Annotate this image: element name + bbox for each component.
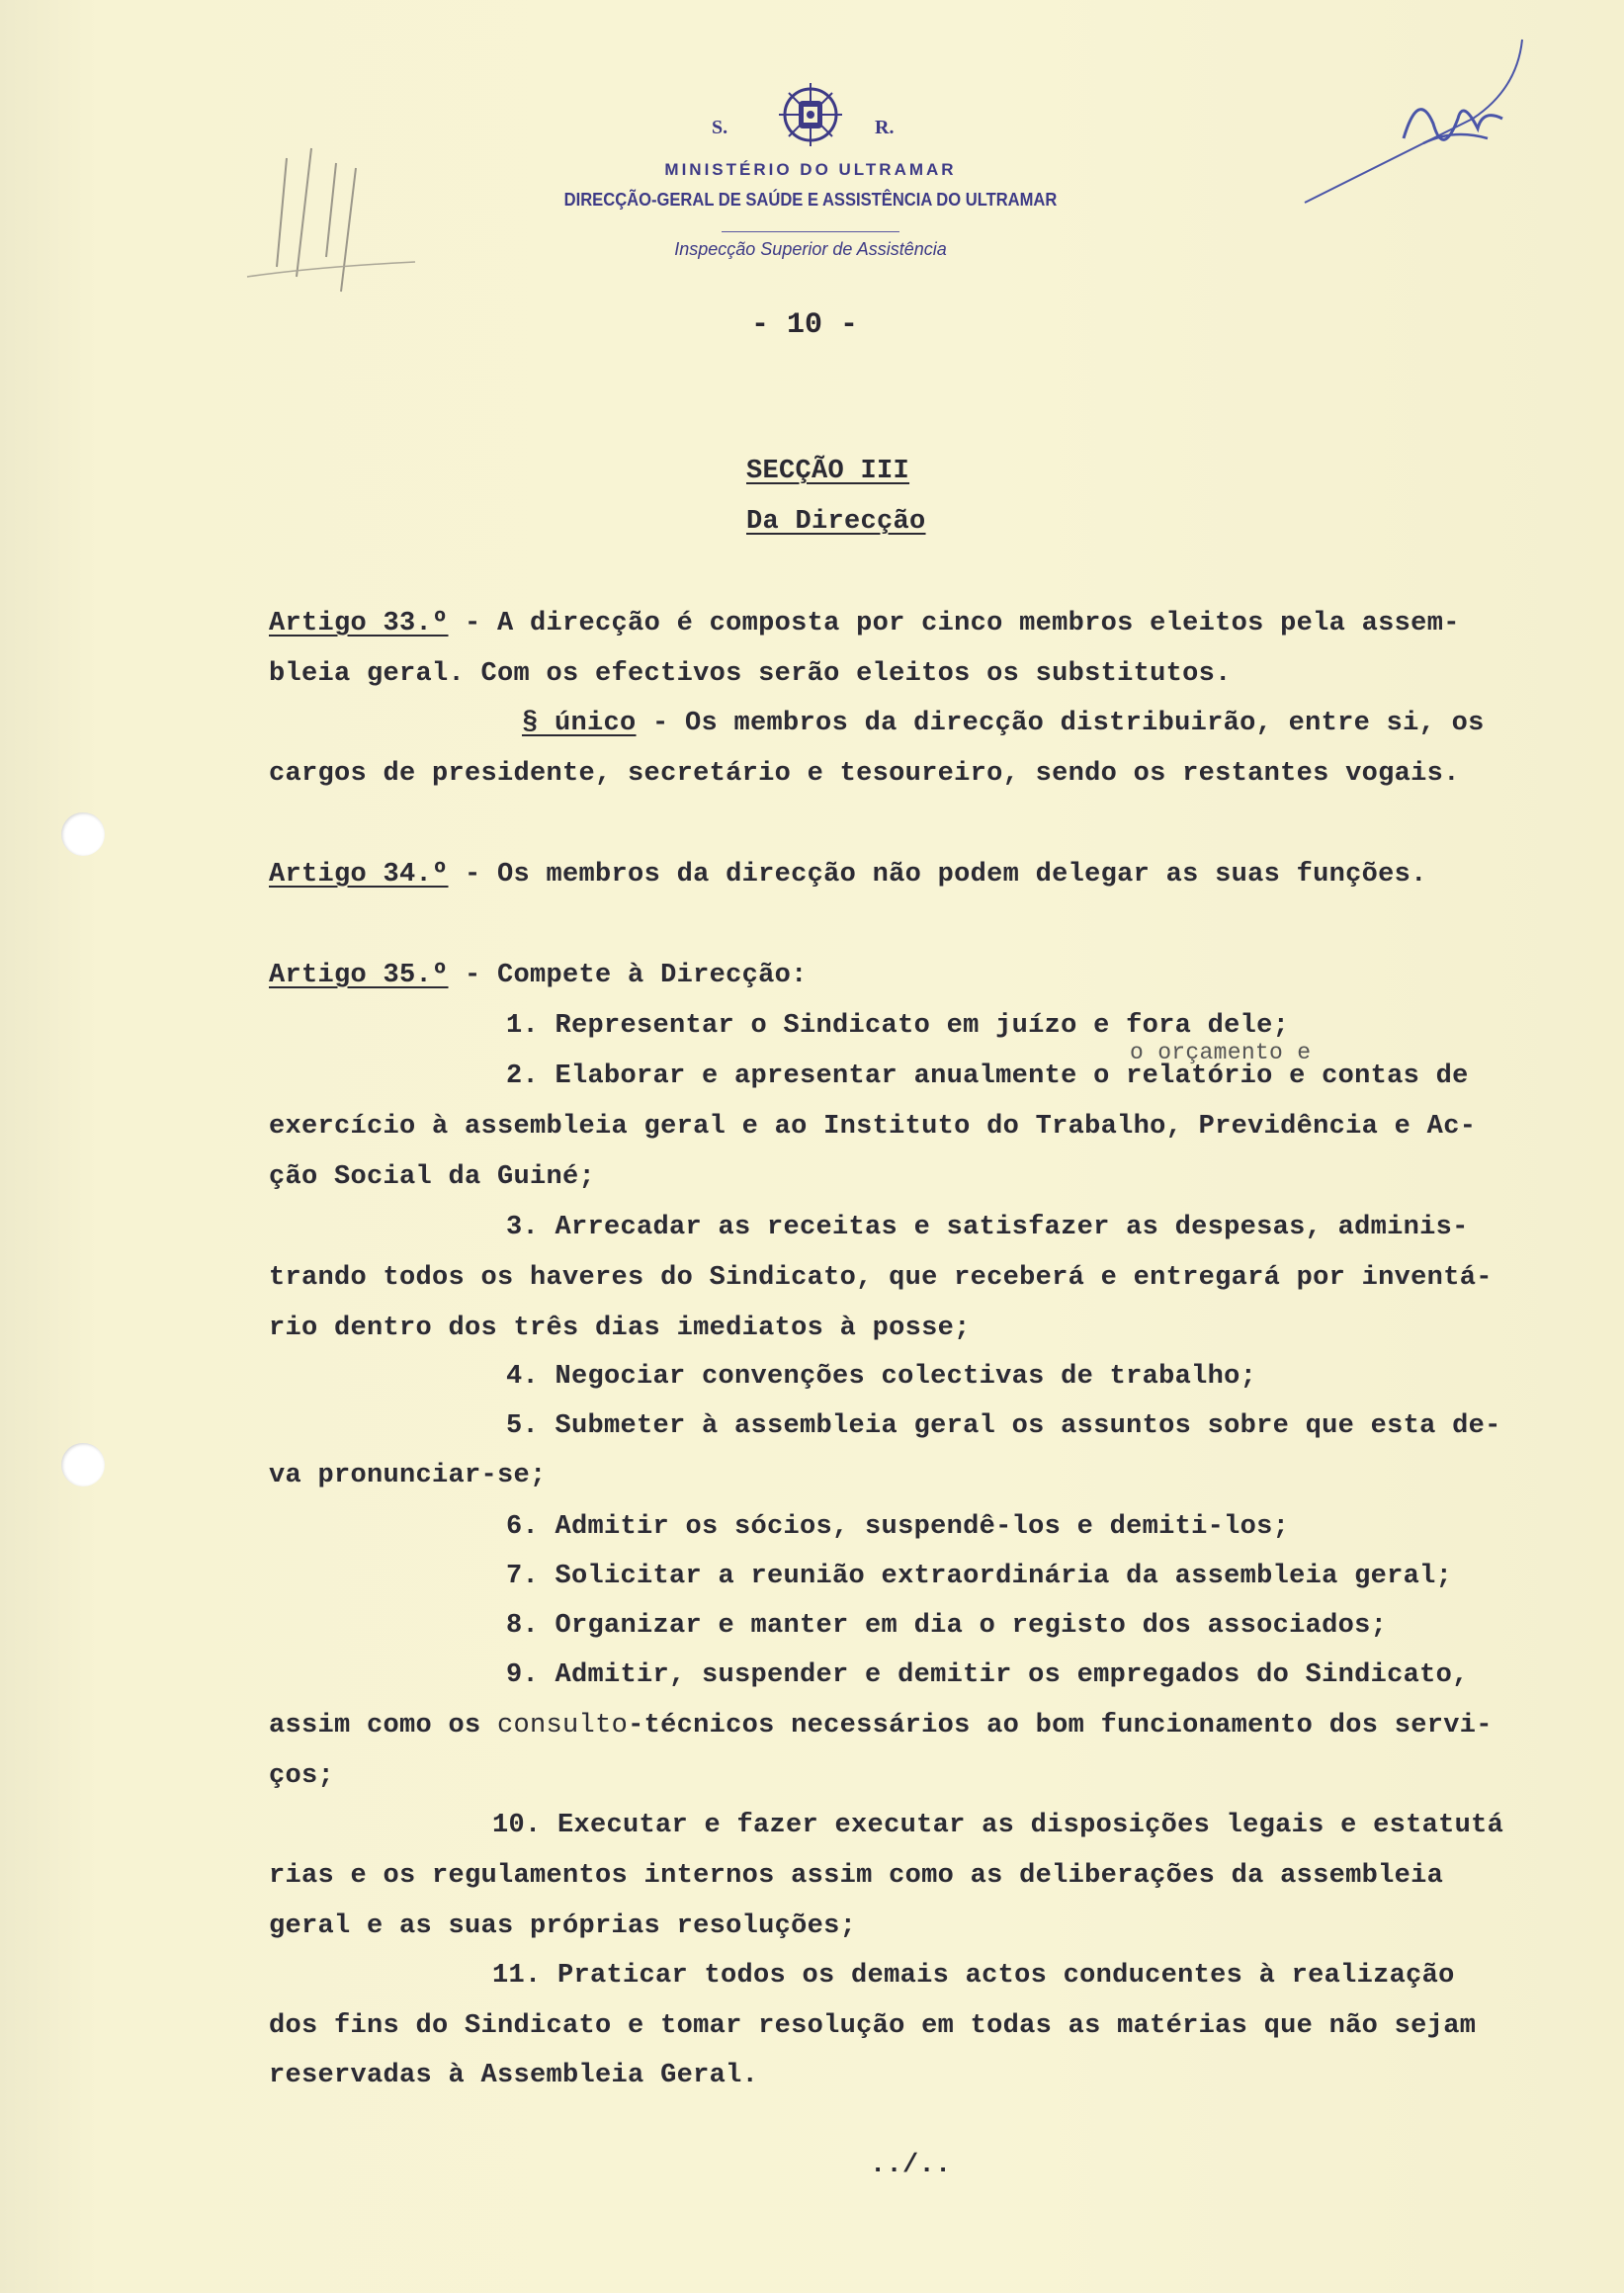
item-9-line1: 9. Admitir, suspender e demitir os empregados do Sindicato,	[506, 1660, 1469, 1690]
item-2-line1: 2. Elaborar e apresentar anualmente o relatório e contas de	[506, 1062, 1469, 1091]
art33-line2: bleia geral. Com os efectivos serão eleitos os substitutos.	[269, 659, 1232, 689]
item-2-insertion: o orçamento e	[1130, 1040, 1312, 1065]
inspection-name: Inspecção Superior de Assistência	[674, 239, 947, 259]
letterhead-divider	[722, 231, 899, 232]
art35-intro	[269, 961, 808, 990]
item-10-line2: rias e os regulamentos internos assim como as deliberações da assembleia	[269, 1861, 1444, 1891]
item-5-line1: 5. Submeter à assembleia geral os assuntos sobre que esta de-	[506, 1411, 1501, 1441]
item-2-line2: exercício à assembleia geral e ao Instituto do Trabalho, Previdência e Ac-	[269, 1112, 1477, 1142]
continuation-mark: ../..	[870, 2151, 952, 2180]
signature-initials	[1285, 30, 1542, 217]
punch-hole-top	[61, 812, 105, 856]
pencil-marks	[217, 119, 445, 316]
item-6: 6. Admitir os sócios, suspendê-los e demiti-los;	[506, 1512, 1290, 1542]
item-10-line3: geral e as suas próprias resoluções;	[269, 1911, 857, 1941]
unico-text1: - Os membros da direcção distribuirão, entre si, os	[636, 709, 1485, 738]
item-2-line3: ção Social da Guiné;	[269, 1162, 596, 1192]
art34-label: Artigo 34.º	[269, 860, 449, 890]
item-11-line3: reservadas à Assembleia Geral.	[269, 2061, 759, 2090]
directorate-name: DIRECÇÃO-GERAL DE SAÚDE E ASSISTÊNCIA DO ULTRAMAR	[563, 190, 1058, 210]
item-3-line2: trando todos os haveres do Sindicato, que receberá e entregará por inventá-	[269, 1263, 1493, 1293]
art34-text: - Os membros da direcção não podem delegar as suas funções.	[448, 860, 1427, 890]
art35-intro-text: - Compete à Direcção:	[448, 961, 808, 990]
item-3-line3: rio dentro dos três dias imediatos à posse;	[269, 1314, 971, 1343]
art34-line	[269, 860, 1427, 890]
art33-unico-line2: cargos de presidente, secretário e tesoureiro, sendo os restantes vogais.	[269, 759, 1460, 789]
sr-right: R.	[875, 117, 895, 138]
item-9-typed: consulto	[497, 1711, 629, 1741]
coat-of-arms-icon	[769, 77, 852, 152]
item-11-line2: dos fins do Sindicato e tomar resolução em todas as matérias que não sejam	[269, 2011, 1477, 2041]
item-4: 4. Negociar convenções colectivas de trabalho;	[506, 1362, 1257, 1392]
item-1: 1. Representar o Sindicato em juízo e fora dele;	[506, 1011, 1290, 1041]
sr-left: S.	[712, 117, 728, 138]
art33-label: Artigo 33.º	[269, 609, 449, 638]
art33-unico	[522, 709, 1485, 738]
art33-text1: - A direcção é composta por cinco membros eleitos pela assem-	[448, 609, 1460, 638]
punch-hole-bottom	[61, 1443, 105, 1486]
item-11-line1: 11. Praticar todos os demais actos conducentes à realização	[492, 1961, 1455, 1991]
art33-line1	[269, 609, 1460, 638]
page-number: - 10 -	[751, 308, 859, 342]
item-9-b3: -técnicos necessários ao bom funcionamento dos servi-	[628, 1711, 1493, 1741]
item-3-line1: 3. Arrecadar as receitas e satisfazer as despesas, adminis-	[506, 1213, 1469, 1242]
item-5-line2: va pronunciar-se;	[269, 1461, 547, 1490]
art35-label: Artigo 35.º	[269, 961, 449, 990]
unico-label: § único	[522, 709, 637, 738]
section-subtitle: Da Direcção	[746, 507, 926, 537]
item-9-line2	[269, 1711, 1493, 1741]
ministry-name: MINISTÉRIO DO ULTRAMAR	[664, 160, 957, 179]
item-8: 8. Organizar e manter em dia o registo dos associados;	[506, 1611, 1388, 1641]
item-9-line3: ços;	[269, 1761, 335, 1791]
item-10-line1: 10. Executar e fazer executar as disposições legais e estatutá	[492, 1811, 1504, 1840]
item-9-b1: assim como os	[269, 1711, 498, 1741]
section-title: SECÇÃO III	[746, 457, 910, 486]
item-7: 7. Solicitar a reunião extraordinária da assembleia geral;	[506, 1562, 1453, 1591]
